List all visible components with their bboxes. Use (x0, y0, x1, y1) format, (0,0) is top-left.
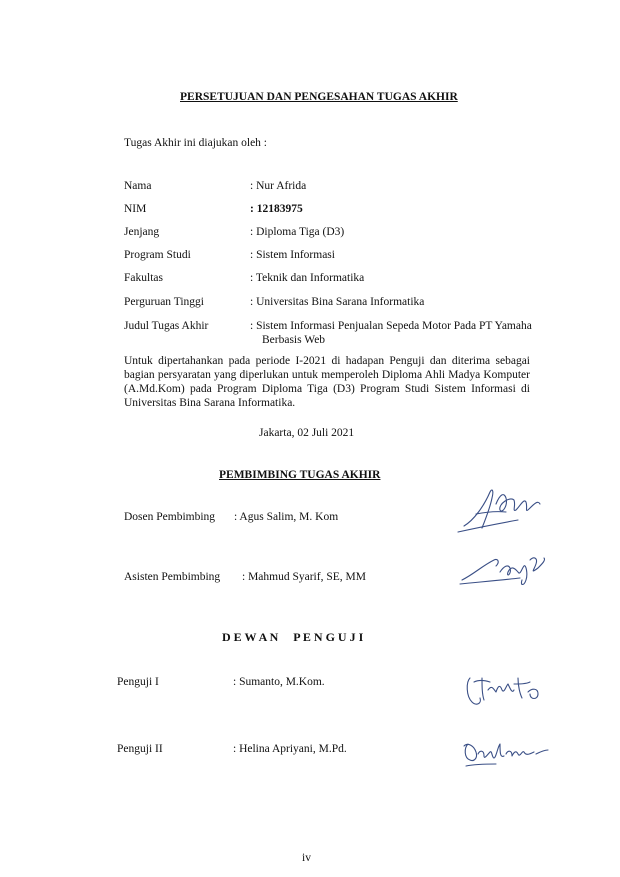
field-value-perguruan-tinggi: : Universitas Bina Sarana Informatika (250, 296, 425, 308)
field-label-jenjang: Jenjang (124, 226, 160, 238)
intro-text: Tugas Akhir ini diajukan oleh : (124, 137, 268, 149)
field-value-judul: : Sistem Informasi Penjualan Sepeda Motor Pada PT Yamaha (250, 320, 532, 332)
signature-penguji-2 (460, 734, 550, 768)
field-value-nama: : Nur Afrida (250, 180, 307, 192)
signature-dosen-pembimbing (456, 484, 552, 534)
field-value-jenjang: : Diploma Tiga (D3) (250, 226, 345, 238)
field-label-program-studi: Program Studi (124, 249, 191, 261)
field-label-nama: Nama (124, 180, 152, 192)
page-number: iv (302, 852, 311, 864)
asisten-pembimbing-value: : Mahmud Syarif, SE, MM (242, 571, 366, 583)
field-label-fakultas: Fakultas (124, 272, 163, 284)
pembimbing-heading: PEMBIMBING TUGAS AKHIR (219, 469, 381, 481)
statement-paragraph: Untuk dipertahankan pada periode I-2021 di hadapan Penguji dan diterima sebagai bagian persyaratan yang diperlukan untuk memperoleh Diploma Ahli Madya Komputer (A.Md.Kom) pada Program Diploma Tiga (D3) Program Studi Sistem Informasi di Universitas Bina Sarana Informatika. (124, 355, 530, 409)
field-value-judul-line2: Berbasis Web (262, 334, 326, 346)
penguji-1-value: : Sumanto, M.Kom. (233, 676, 325, 688)
signature-penguji-1 (460, 670, 550, 710)
signature-asisten-pembimbing (458, 550, 554, 590)
penguji-2-value: : Helina Apriyani, M.Pd. (233, 743, 347, 755)
field-value-nim: : 12183975 (250, 203, 303, 215)
penguji-1-label: Penguji I (117, 676, 159, 688)
dosen-pembimbing-value: : Agus Salim, M. Kom (234, 511, 339, 523)
asisten-pembimbing-label: Asisten Pembimbing (124, 571, 221, 583)
page-title: PERSETUJUAN DAN PENGESAHAN TUGAS AKHIR (180, 91, 458, 103)
date-line: Jakarta, 02 Juli 2021 (259, 427, 355, 439)
field-label-judul: Judul Tugas Akhir (124, 320, 209, 332)
field-value-program-studi: : Sistem Informasi (250, 249, 335, 261)
penguji-2-label: Penguji II (117, 743, 163, 755)
penguji-heading: D E W A N P E N G U J I (222, 630, 364, 644)
field-label-nim: NIM (124, 203, 147, 215)
field-value-fakultas: : Teknik dan Informatika (250, 272, 365, 284)
dosen-pembimbing-label: Dosen Pembimbing (124, 511, 216, 523)
field-label-perguruan-tinggi: Perguruan Tinggi (124, 296, 204, 308)
